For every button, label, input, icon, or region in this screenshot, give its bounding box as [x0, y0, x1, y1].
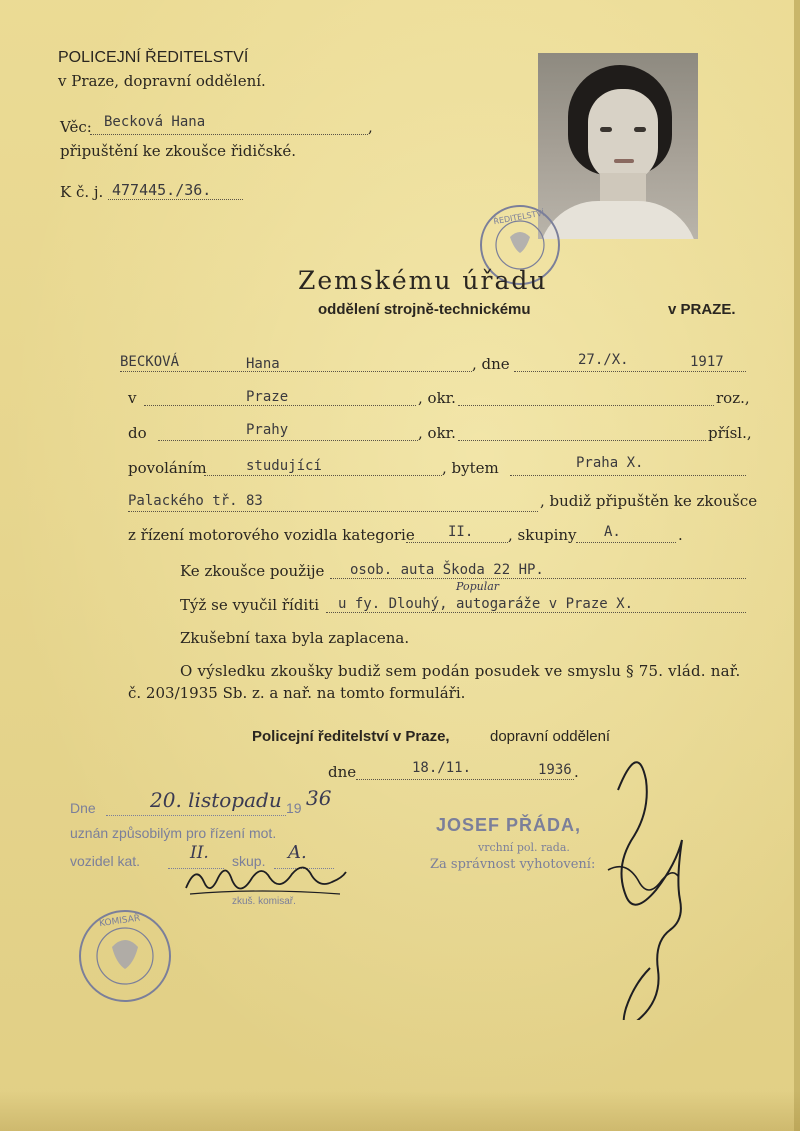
issue-date-label: dne — [328, 763, 357, 781]
training-label: Týž se vyučil říditi — [180, 596, 320, 614]
domicile-place: Prahy — [246, 422, 289, 438]
birth-date-label: , dne — [472, 355, 510, 373]
birth-year: 1917 — [690, 354, 724, 370]
birth-date-dotted-line — [514, 371, 746, 372]
exam-date-dotted-line — [106, 815, 286, 816]
official-signature — [578, 750, 698, 1020]
examiner-role: zkuš. komisař. — [232, 896, 296, 907]
exam-date-label: Dne — [70, 800, 96, 816]
issuing-department: dopravní oddělení — [490, 728, 611, 745]
reference-dotted-line — [108, 199, 243, 200]
vehicle-group: A. — [604, 524, 621, 540]
subject-label: Věc: — [60, 118, 92, 136]
exam-date-handwritten: 20. listopadu — [150, 788, 282, 812]
signer-title: vrchní pol. rada. — [478, 841, 570, 854]
exam-group-handwritten: A. — [288, 842, 307, 863]
training-dotted-line — [326, 612, 746, 613]
training-school: u fy. Dlouhý, autogaráže v Praze X. — [338, 596, 634, 612]
exam-vehicle: osob. auta Škoda 22 HP. — [350, 562, 544, 578]
admission-text: , budiž připuštěn ke zkoušce — [540, 492, 758, 510]
street-dotted-line — [128, 511, 538, 512]
vehicle-model-note: Popular — [456, 580, 500, 593]
header-office-name: POLICEJNÍ ŘEDITELSTVÍ — [58, 49, 249, 66]
issue-year: 1936 — [538, 762, 572, 778]
birth-place-label: v — [128, 389, 137, 407]
fee-paid-text: Zkušební taxa byla zaplacena. — [180, 629, 410, 647]
reference-label: K č. j. — [60, 183, 104, 201]
header-department: v Praze, dopravní oddělení. — [58, 72, 266, 90]
paper-edge — [794, 0, 800, 1131]
exam-year-handwritten: 36 — [306, 786, 332, 810]
subject-name: Becková Hana — [104, 114, 206, 130]
name-dotted-line — [120, 371, 472, 372]
residence-city: Praha X. — [576, 455, 644, 471]
vehicle-category: II. — [448, 524, 474, 540]
born-label: roz., — [716, 389, 750, 407]
exam-result-text: uznán způsobilým pro řízení mot. — [70, 825, 277, 841]
exam-category-label: vozidel kat. — [70, 853, 141, 869]
vehicle-category-label: z řízení motorového vozidla kategorie — [128, 526, 415, 544]
result-text-line2: č. 203/1935 Sb. z. a nař. na tomto formuláři. — [128, 684, 466, 702]
issuing-office: Policejní ředitelství v Praze, — [252, 728, 450, 745]
residence-label: , bytem — [442, 459, 499, 477]
issue-period: . — [574, 763, 579, 781]
subject-dotted-line — [90, 134, 368, 135]
exam-group-label: skup. — [232, 853, 266, 869]
applicant-surname: BECKOVÁ — [120, 354, 180, 370]
addressee-title: Zemskému úřadu — [298, 266, 548, 295]
paper-shadow — [0, 1091, 800, 1131]
belonging-label: přísl., — [708, 424, 752, 442]
occupation-label: povoláním — [128, 459, 207, 477]
occupation: studující — [246, 458, 322, 474]
signer-correctness-note: Za správnost vyhotovení: — [430, 857, 596, 872]
svg-text:ŘEDITELSTVÍ: ŘEDITELSTVÍ — [492, 208, 545, 227]
birth-date: 27./X. — [578, 352, 629, 368]
applicant-photo — [538, 53, 698, 239]
exam-category-handwritten: II. — [190, 843, 209, 863]
district1-label: , okr. — [418, 389, 456, 407]
result-text-line1: O výsledku zkoušky budiž sem podán posudek ve smyslu § 75. vlád. nař. — [180, 662, 741, 680]
district1-dotted-line — [458, 405, 714, 406]
residence-street: Palackého tř. 83 — [128, 493, 263, 509]
birth-place: Praze — [246, 389, 289, 405]
vehicle-label: Ke zkoušce použije — [180, 562, 325, 580]
issue-date: 18./11. — [412, 760, 472, 776]
birth-place-dotted-line — [144, 405, 416, 406]
group-period: . — [678, 526, 683, 544]
examiner-seal-stamp — [76, 907, 174, 1005]
signer-name-stamp: JOSEF PŘÁDA, — [436, 815, 582, 835]
vehicle-dotted-line — [330, 578, 746, 579]
issue-date-dotted-line — [356, 779, 574, 780]
exam-year-prefix: 19 — [286, 800, 302, 816]
group-label: , skupiny — [508, 526, 577, 544]
domicile-dotted-line — [158, 440, 418, 441]
reference-number: 477445./36. — [112, 181, 212, 199]
applicant-firstname: Hana — [246, 356, 280, 372]
district2-label: , okr. — [418, 424, 456, 442]
svg-text:KOMISAŘ: KOMISAŘ — [98, 913, 141, 930]
occupation-dotted-line — [204, 475, 442, 476]
group-dotted-line — [576, 542, 676, 543]
domicile-label: do — [128, 424, 147, 442]
addressee-city: v PRAZE. — [668, 301, 736, 318]
subject-comma: , — [368, 118, 373, 136]
category-dotted-line — [406, 542, 508, 543]
residence-dotted-line — [510, 475, 746, 476]
addressee-department: oddělení strojně-technickému — [318, 301, 531, 318]
district2-dotted-line — [458, 440, 706, 441]
examiner-signature — [180, 864, 350, 900]
subject-purpose: připuštění ke zkoušce řidičské. — [60, 142, 297, 160]
